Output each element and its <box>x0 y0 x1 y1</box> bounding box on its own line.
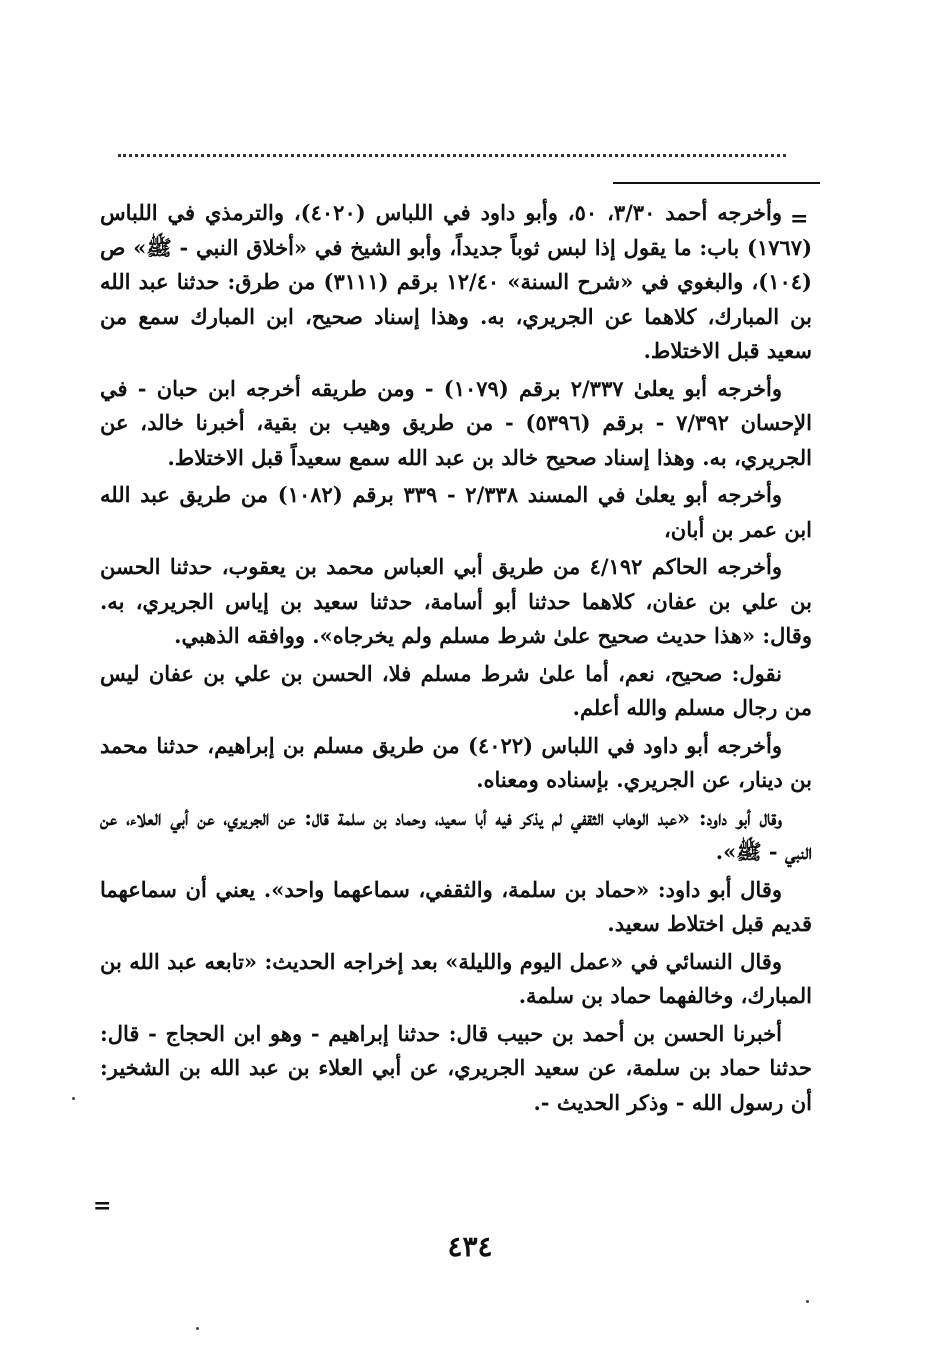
footnote-rule <box>613 182 820 184</box>
paragraph-1: وأخرجه أحمد ٣/٣٠، ٥٠، وأبو داود في اللباس (٤٠٢٠)، والترمذي في اللباس (١٧٦٧) باب: ما يقول إذا لبس ثوباً جديداً، وأبو الشيخ في «أخلاق النبي - ﷺ» ص (١٠٤)، والبغوي في «شرح السنة» ١٢/٤٠ برقم (٣١١١) من طرق: حدثنا عبد الله بن المبارك، كلاهما عن الجريري، به. وهذا إسناد صحيح، ابن المبارك سمع من سعيد قبل الاختلاط. <box>100 200 812 363</box>
scan-speck <box>196 1327 199 1330</box>
dotted-separator <box>118 154 786 157</box>
paragraph-9: وقال النسائي في «عمل اليوم والليلة» بعد إخراجه الحديث: «تابعه عبد الله بن المبارك، وخالفهما حماد بن سلمة. <box>100 948 812 1008</box>
paragraph-4: وأخرجه الحاكم ٤/١٩٢ من طريق أبي العباس محمد بن يعقوب، حدثنا الحسن بن علي بن عفان، كلاهما حدثنا أبو أسامة، حدثنا سعيد بن إياس الجريري، به. وقال: «هذا حديث صحيح علىٰ شرط مسلم ولم يخرجاه». ووافقه الذهبي. <box>100 554 812 648</box>
paragraph-3: وأخرجه أبو يعلىٰ في المسند ٢/٣٣٨ - ٣٣٩ برقم (١٠٨٢) من طريق عبد الله ابن عمر بن أبان، <box>100 482 812 542</box>
paragraph-7: وقال أبو داود: «عبد الوهاب الثقفي لم يذكر فيه أبا سعيد، وحماد بن سلمة قال: عن الجريري، عن أبي العلاء، عن النبي - ﷺ». <box>100 804 812 864</box>
paragraph-5: نقول: صحيح، نعم، أما علىٰ شرط مسلم فلا، الحسن بن علي بن عفان ليس من رجال مسلم والله أعلم. <box>100 660 812 720</box>
paragraph-8: وقال أبو داود: «حماد بن سلمة، والثقفي، سماعهما واحد». يعني أن سماعهما قديم قبل اختلاط سعيد. <box>100 876 812 936</box>
scan-speck <box>806 1300 809 1303</box>
scan-speck <box>72 1097 75 1100</box>
continuation-mark-top: = <box>790 206 809 232</box>
paragraph-2: وأخرجه أبو يعلىٰ ٢/٣٣٧ برقم (١٠٧٩) - ومن طريقه أخرجه ابن حبان - في الإحسان ٧/٣٩٢ - برقم (٥٣٩٦) - من طريق وهيب بن بقية، أخبرنا خالد، عن الجريري، به. وهذا إسناد صحيح خالد بن عبد الله سمع سعيداً قبل الاختلاط. <box>100 375 812 470</box>
footnote-text <box>100 196 812 1123</box>
page-number: ٤٣٤ <box>447 1230 493 1263</box>
paragraph-10: أخبرنا الحسن بن أحمد بن حبيب قال: حدثنا إبراهيم - وهو ابن الحجاج - قال: حدثنا حماد بن سلمة، عن سعيد الجريري، عن أبي العلاء بن عبد الله بن الشخير: أن رسول الله - وذكر الحديث -. <box>100 1020 812 1115</box>
paragraph-6: وأخرجه أبو داود في اللباس (٤٠٢٢) من طريق مسلم بن إبراهيم، حدثنا محمد بن دينار، عن الجريري. بإسناده ومعناه. <box>100 732 812 792</box>
continuation-mark-bottom: = <box>93 1193 112 1219</box>
